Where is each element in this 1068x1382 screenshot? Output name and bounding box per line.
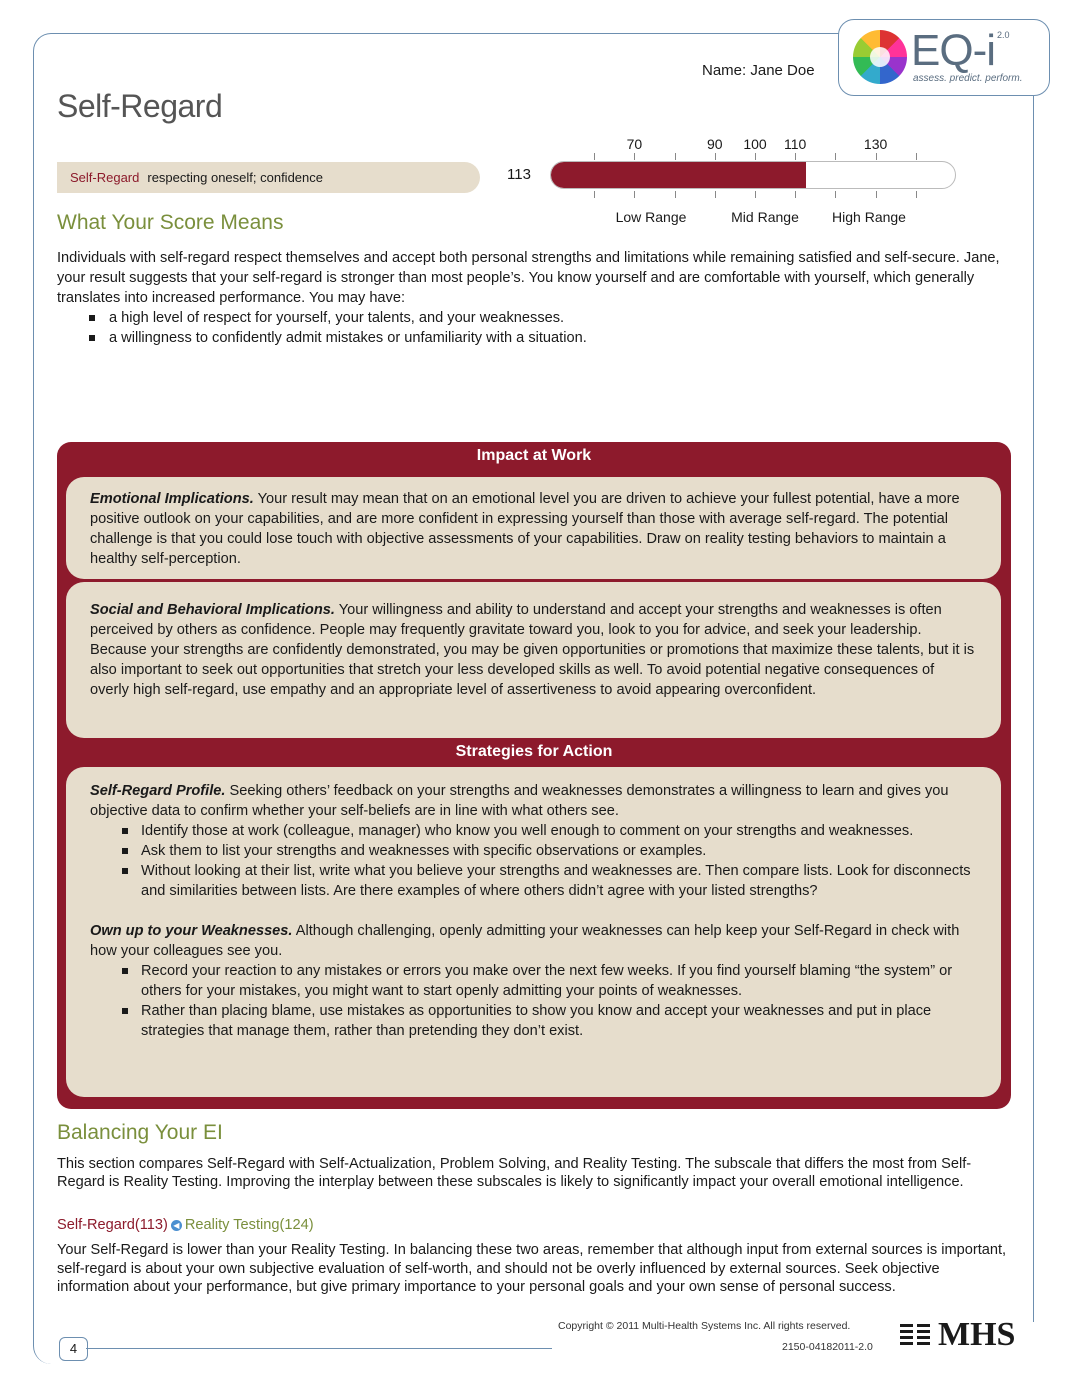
- scale-tick: [755, 153, 756, 160]
- document-code: 2150-04182011-2.0: [782, 1341, 873, 1353]
- respondent-name: Name: Jane Doe: [702, 62, 815, 79]
- subscale-definition: [57, 162, 480, 193]
- page-number: 4: [59, 1337, 88, 1361]
- emotional-card: [66, 477, 1001, 579]
- range-label: High Range: [832, 209, 906, 225]
- logo-tagline: assess. predict. perform.: [913, 73, 1023, 84]
- scale-tick: [916, 153, 917, 160]
- score-value: 113: [507, 166, 531, 183]
- scale-tick: [795, 153, 796, 160]
- compare-right: Reality Testing(124): [184, 1217, 314, 1233]
- score-means-bullet: a high level of respect for yourself, your talents, and your weaknesses.: [57, 308, 1012, 328]
- profile-paragraph: [90, 781, 977, 821]
- scale-tick: [795, 191, 796, 198]
- logo-wheel-icon: [853, 30, 907, 84]
- social-card: [66, 582, 1001, 738]
- own-paragraph: [90, 921, 977, 961]
- balance-comparison: [57, 1217, 314, 1233]
- arrow-left-icon: ◀: [171, 1220, 182, 1231]
- copyright: Copyright © 2011 Multi-Health Systems Inc. All rights reserved.: [558, 1320, 851, 1332]
- range-label: Low Range: [615, 209, 687, 225]
- scale-tick: [755, 191, 756, 198]
- scale-tick-label: 100: [743, 136, 767, 152]
- scale-tick: [634, 191, 635, 198]
- emotional-lead: Emotional Implications.: [90, 491, 254, 507]
- scale-tick: [835, 191, 836, 198]
- scale-tick-label: 110: [784, 136, 807, 152]
- page-frame-right: [1033, 95, 1034, 1322]
- profile-bullet: Without looking at their list, write what you believe your strengths and weaknesses are. Then compare lists. Look for disconnects and similarities between lists. Are there examples of where others didn’t agree with your listed strengths?: [90, 861, 977, 901]
- balancing-text: Your Self-Regard is lower than your Reality Testing. In balancing these two areas, remember that although input from external sources is important, self-regard is about your own subjective evaluation of self-worth, and should not be overly influenced by external sources. Seek objective information about your performance, but give primary importance to your personal goals and your own sense of personal success.: [57, 1242, 1007, 1295]
- social-lead: Social and Behavioral Implications.: [90, 602, 335, 618]
- emotional-text: Your result may mean that on an emotional level you are driven to achieve your fullest potential, have a more positive outlook on your capabilities, and are more confident in expressing yourself than those with average self-regard. The potential challenge is that you could lose touch with objective assessments of your capabilities. Draw on reality testing behaviors to maintain a healthy self-perception.: [90, 491, 960, 567]
- profile-text: Seeking others’ feedback on your strengths and weaknesses demonstrates a willingness to learn and gives you objective data to confirm whether your self-beliefs are in line with what others see.: [90, 783, 949, 819]
- compare-left: Self-Regard(113): [57, 1217, 168, 1233]
- own-text: Although challenging, openly admitting your weaknesses can help keep your Self-Regard in check with how your colleagues see you.: [90, 923, 960, 959]
- impact-panel: [57, 442, 1011, 1109]
- range-label: Mid Range: [731, 209, 799, 225]
- scale-tick: [876, 153, 877, 160]
- strategies-card: [66, 767, 1001, 1097]
- score-means-text: Individuals with self-regard respect themselves and accept both personal strengths and limitations while remaining satisfied and self-secure. Jane, your result suggests that your self-regard is stronger than most people’s. You know yourself and are comfortable with yourself, which generally translates into increased performance. You may have:: [57, 250, 1000, 306]
- own-bullet: Record your reaction to any mistakes or errors you make over the next few weeks. If you find yourself blaming “the system” or others for your mistakes, you might want to start openly admitting your points of weaknesses.: [90, 961, 977, 1001]
- scale-tick: [916, 191, 917, 198]
- strategies-heading: Strategies for Action: [455, 743, 613, 760]
- own-bullet: Rather than placing blame, use mistakes as opportunities to show you know and accept your weaknesses and put in place strategies that manage them, rather than pretending they don’t exist.: [90, 1001, 977, 1041]
- balancing-heading: Balancing Your EI: [57, 1121, 223, 1144]
- subscale-name: Self-Regard: [70, 170, 140, 185]
- scale-tick: [594, 153, 595, 160]
- footer-rule: [86, 1348, 552, 1349]
- mhs-logo-icon: [900, 1322, 932, 1348]
- profile-bullet: Ask them to list your strengths and weaknesses with specific observations or examples.: [90, 841, 977, 861]
- score-means-section: [57, 248, 1012, 348]
- scale-tick: [675, 191, 676, 198]
- eqi-logo: [838, 19, 1050, 96]
- scale-tick: [675, 153, 676, 160]
- scale-tick: [715, 153, 716, 160]
- scale-tick: [594, 191, 595, 198]
- own-lead: Own up to your Weaknesses.: [90, 923, 293, 939]
- balancing-intro: This section compares Self-Regard with Self-Actualization, Problem Solving, and Reality Testing. The subscale that differs the most from Self-Regard is Reality Testing. Improving the interplay between these subscales is likely to significantly impact your overall emotional intelligence.: [57, 1156, 972, 1190]
- logo-version: 2.0: [997, 30, 1010, 40]
- logo-brand: EQ-i: [911, 26, 995, 75]
- page-title: Self-Regard: [57, 88, 223, 124]
- score-means-heading: What Your Score Means: [57, 211, 284, 234]
- impact-heading: Impact at Work: [476, 447, 592, 464]
- social-text: Your willingness and ability to understand and accept your strengths and weaknesses is often perceived by others as confidence. People may frequently gravitate toward you, look to you for advice, and seek your leadership. Because your strengths are confidently demonstrated, you may be given opportunities or promotions that maximize these talents, but it is also important to seek out opportunities that stretch your less developed skills as well. To avoid potential negative consequences of overly high self-regard, use empathy and an appropriate level of assertiveness to avoid appearing overconfident.: [90, 602, 975, 698]
- profile-lead: Self-Regard Profile.: [90, 783, 226, 799]
- scale-tick-label: 90: [707, 136, 723, 152]
- scale-tick: [715, 191, 716, 198]
- score-means-bullet: a willingness to confidently admit mistakes or unfamiliarity with a situation.: [57, 328, 1012, 348]
- subscale-description: respecting oneself; confidence: [147, 170, 323, 185]
- scale-tick: [876, 191, 877, 198]
- publisher-logo: MHS: [938, 1316, 1016, 1353]
- scale-tick: [634, 153, 635, 160]
- score-bar: [550, 161, 956, 189]
- scale-tick: [835, 153, 836, 160]
- profile-bullet: Identify those at work (colleague, manager) who know you well enough to comment on your strengths and weaknesses.: [90, 821, 977, 841]
- scale-tick-label: 130: [863, 136, 888, 152]
- score-bar-fill: [551, 162, 806, 188]
- scale-tick-label: 70: [626, 136, 643, 152]
